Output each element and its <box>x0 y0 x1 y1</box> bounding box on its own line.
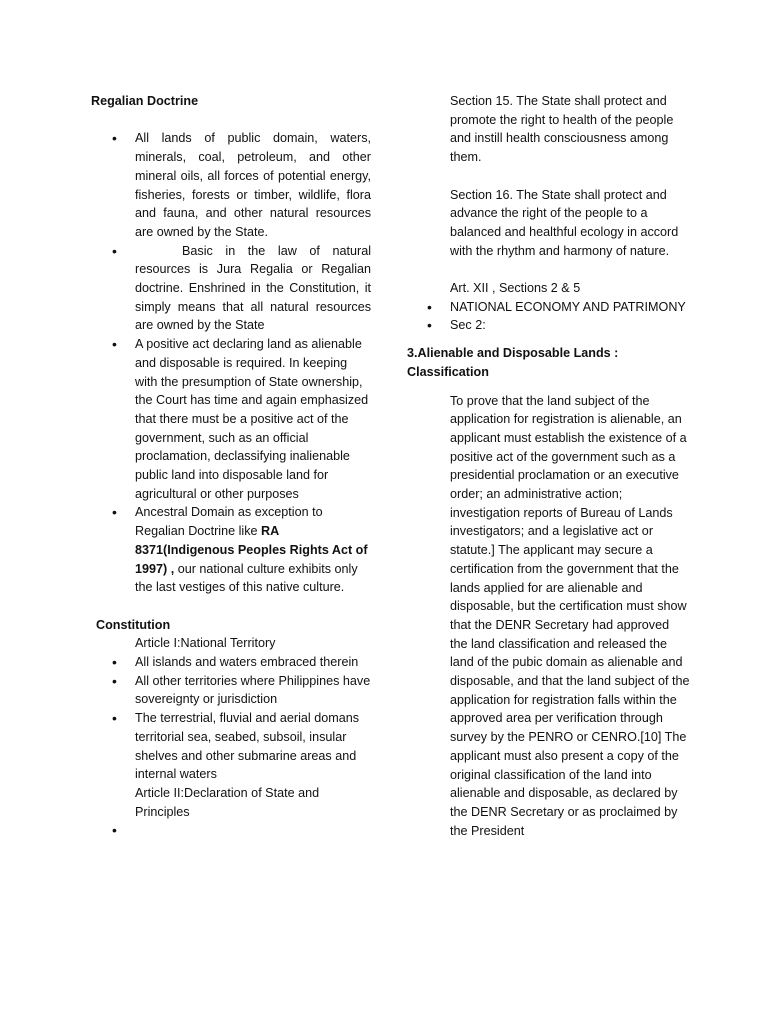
article-1-list <box>91 653 371 784</box>
ancestral-prefix: Ancestral Domain as exception to Regalian Doctrine like <box>135 505 323 539</box>
ancestral-bold: RA 8371(Indigenous Peoples Rights Act of 1997) , <box>135 524 368 576</box>
list-item-empty <box>91 821 371 840</box>
article-2-list <box>91 821 371 840</box>
list-item-ancestral <box>91 503 371 597</box>
art-12-list <box>406 298 690 335</box>
article-1-heading: Article I:National Territory <box>135 636 276 651</box>
list-item: • A positive act declaring land as alienable and disposable is required. In keeping with the presumption of State ownership, the Court has time and again emphasized that there must be a positive act of the government, such as an official proclamation, declassifying inalienable public land into disposable land for agricultural or other purposes <box>91 335 371 503</box>
list-item: • All lands of public domain, waters, minerals, coal, petroleum, and other mineral oils, all forces of potential energy, fisheries, forests or timber, wildlife, flora and fauna, and other natural resources are owned by the State. <box>91 129 371 241</box>
right-column <box>407 92 690 840</box>
art-12-heading: Art. XII , Sections 2 & 5 <box>450 281 581 295</box>
list-item: • All islands and waters embraced therein <box>91 653 371 672</box>
list-item: • All other territories where Philippines have sovereignty or jurisdiction <box>91 672 371 709</box>
list-item: • The terrestrial, fluvial and aerial domans territorial sea, seabed, subsoil, insular shelves and other submarine areas and internal waters <box>91 709 371 784</box>
list-item-text: Basic in the law of natural resources is Jura Regalia or Regalian doctrine. Enshrined in the Constitution, it simply means that all natural resources are owned by the State <box>135 243 371 333</box>
list-item: • Sec 2: <box>406 316 690 335</box>
article-2-heading: Article II:Declaration of State and Principles <box>135 785 320 819</box>
alienable-heading: 3.Alienable and Disposable Lands : Classification <box>407 346 619 379</box>
list-item <box>91 242 371 336</box>
regalian-list <box>91 129 371 597</box>
constitution-heading: Constitution <box>96 617 171 632</box>
list-item: • NATIONAL ECONOMY AND PATRIMONY <box>406 298 690 317</box>
ancestral-suffix: our national culture exhibits only the last vestiges of this native culture. <box>135 561 358 595</box>
regalian-heading: Regalian Doctrine <box>91 94 199 108</box>
section-16: Section 16. The State shall protect and advance the right of the people to a balanced and healthful ecology in accord with the rhythm and harmony of nature. <box>450 187 679 258</box>
section-15: Section 15. The State shall protect and promote the right to health of the people and instill health consciousness among them. <box>450 94 674 165</box>
left-column <box>91 92 371 840</box>
alienable-paragraph: To prove that the land subject of the application for registration is alienable, an applicant must establish the existence of a positive act of the government such as a presidential proclamation or an executive order; an administrative action; investigation reports of Bureau of Lands investigators; and a legislative act or statute.] The applicant may secure a certification from the government that the lands applied for are alienable and disposable, but the certification must show that the DENR Secretary had approved the land classification and released the land of the pubic domain as alienable and disposable, and that the land subject of the application for registration falls within the approved area per verification through survey by the PENRO or CENRO.[10] The applicant must also present a copy of the original classification of the land into alienable and disposable, as declared by the DENR Secretary or as proclaimed by the President <box>450 393 690 838</box>
